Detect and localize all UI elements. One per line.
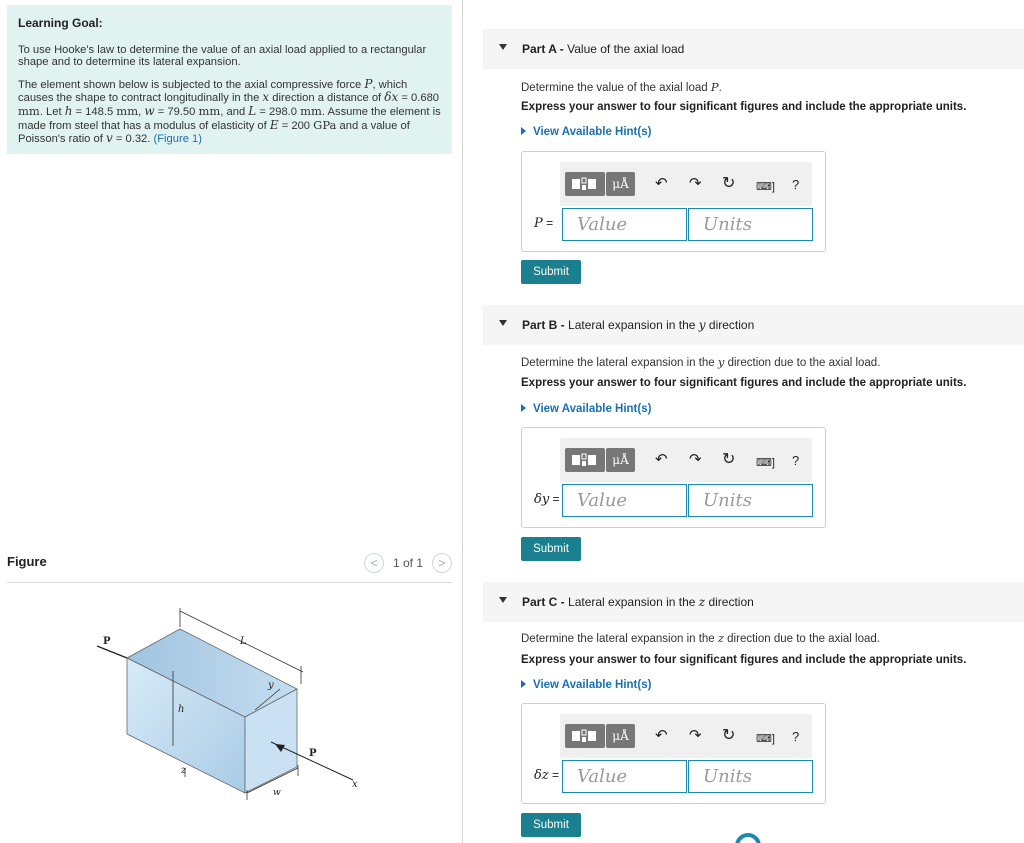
caret-right-icon xyxy=(521,680,526,688)
collapse-triangle-icon[interactable] xyxy=(499,597,507,603)
units-button[interactable]: μÅ xyxy=(606,448,635,472)
part-b-header[interactable] xyxy=(483,305,1024,345)
templates-button[interactable] xyxy=(565,172,605,196)
caret-right-icon xyxy=(521,127,526,135)
undo-arrow-icon[interactable]: ↶ xyxy=(655,175,668,192)
figure-page-count: 1 of 1 xyxy=(392,556,423,570)
learning-goal-heading: Learning Goal: xyxy=(18,16,103,30)
part-b-question: Determine the lateral expansion in the y direction due to the axial load. xyxy=(521,355,881,369)
part-b-hint-link[interactable]: View Available Hint(s) xyxy=(521,403,651,415)
previous-figure-button[interactable]: < xyxy=(364,553,384,573)
figure-label-L: L xyxy=(240,636,247,647)
units-button[interactable]: μÅ xyxy=(606,172,635,196)
part-b-answer-box xyxy=(521,427,826,528)
figure-label-x: x xyxy=(352,779,358,790)
figure-label-w: w xyxy=(273,788,281,798)
undo-arrow-icon[interactable]: ↶ xyxy=(655,727,668,744)
templates-icon xyxy=(571,728,599,744)
part-a-units-input[interactable]: Units xyxy=(688,208,813,241)
part-b-submit-button[interactable]: Submit xyxy=(521,537,581,561)
part-c-title: Part C - Lateral expansion in the z direction xyxy=(522,595,754,609)
rectangular-block-figure xyxy=(95,600,385,800)
left-panel xyxy=(0,0,463,843)
figure-title: Figure xyxy=(7,554,47,569)
caret-right-icon xyxy=(521,404,526,412)
templates-button[interactable] xyxy=(565,448,605,472)
keyboard-icon[interactable]: ⌨] xyxy=(756,733,775,745)
reset-icon[interactable]: ↻ xyxy=(722,727,736,744)
learning-goal-intro: To use Hooke's law to determine the value of an axial load applied to a rectangular shape and to determine its lateral expansion. xyxy=(18,43,427,69)
part-a-hint-link[interactable]: View Available Hint(s) xyxy=(521,126,651,138)
templates-icon xyxy=(571,176,599,192)
part-a-value-input[interactable]: Value xyxy=(562,208,687,241)
part-a-instruction: Express your answer to four significant figures and include the appropriate units. xyxy=(521,101,967,113)
math-toolbar xyxy=(560,162,812,206)
figure-pager xyxy=(364,553,452,573)
collapse-triangle-icon[interactable] xyxy=(499,320,507,326)
part-c-submit-button[interactable]: Submit xyxy=(521,813,581,837)
figure-label-h: h xyxy=(178,704,185,715)
reset-icon[interactable]: ↻ xyxy=(722,175,736,192)
figure-label-y: y xyxy=(268,680,274,691)
part-c-value-input[interactable]: Value xyxy=(562,760,687,793)
feedback-bubble-icon[interactable] xyxy=(735,833,761,843)
figure-label-P-right: P xyxy=(309,748,317,759)
redo-arrow-icon[interactable]: ↷ xyxy=(689,727,702,744)
right-panel xyxy=(483,0,1024,843)
redo-arrow-icon[interactable]: ↷ xyxy=(689,451,702,468)
part-c-question: Determine the lateral expansion in the z direction due to the axial load. xyxy=(521,631,880,645)
part-a-question: Determine the value of the axial load P. xyxy=(521,80,722,94)
part-a-answer-box xyxy=(521,151,826,252)
problem-statement: The element shown below is subjected to the axial compressive force P, which causes the shape to contract longitudinally in the x direction a distance of δx = 0.680 mm. Let h = 148.5 mm, w = 79.50 mm, and L = 298.0 mm. Assume the element is made from steel that has a modulus of elasticity of E = 200 GPa and a value of Poisson's ratio of v = 0.32. (Figure 1) xyxy=(18,76,441,146)
part-c-instruction: Express your answer to four significant figures and include the appropriate units. xyxy=(521,654,967,666)
keyboard-icon[interactable]: ⌨] xyxy=(756,181,775,193)
keyboard-icon[interactable]: ⌨] xyxy=(756,457,775,469)
part-a-title: Part A - Value of the axial load xyxy=(522,42,685,56)
figure-label-z: z xyxy=(181,765,187,776)
part-a-submit-button[interactable]: Submit xyxy=(521,260,581,284)
part-b-title: Part B - Lateral expansion in the y direction xyxy=(522,318,755,332)
part-c-answer-box xyxy=(521,703,826,804)
help-button[interactable]: ? xyxy=(792,177,800,192)
part-c-hint-link[interactable]: View Available Hint(s) xyxy=(521,679,651,691)
learning-goal-box xyxy=(7,5,452,154)
help-button[interactable]: ? xyxy=(792,729,800,744)
collapse-triangle-icon[interactable] xyxy=(499,44,507,50)
load-line-left xyxy=(97,646,127,658)
reset-icon[interactable]: ↻ xyxy=(722,451,736,468)
math-toolbar xyxy=(560,714,812,758)
units-button[interactable]: μÅ xyxy=(606,724,635,748)
help-button[interactable]: ? xyxy=(792,453,800,468)
part-b-units-input[interactable]: Units xyxy=(688,484,813,517)
part-c-variable-label: δz = xyxy=(534,768,560,783)
undo-arrow-icon[interactable]: ↶ xyxy=(655,451,668,468)
part-a-variable-label: P = xyxy=(534,216,554,231)
figure-divider xyxy=(7,582,452,583)
templates-icon xyxy=(571,452,599,468)
redo-arrow-icon[interactable]: ↷ xyxy=(689,175,702,192)
math-toolbar xyxy=(560,438,812,482)
part-b-instruction: Express your answer to four significant figures and include the appropriate units. xyxy=(521,377,967,389)
part-b-variable-label: δy = xyxy=(534,492,560,507)
figure-link[interactable]: (Figure 1) xyxy=(153,133,202,146)
part-a-header[interactable] xyxy=(483,29,1024,69)
part-c-units-input[interactable]: Units xyxy=(688,760,813,793)
part-c-header[interactable] xyxy=(483,582,1024,622)
templates-button[interactable] xyxy=(565,724,605,748)
next-figure-button[interactable]: > xyxy=(432,553,452,573)
part-b-value-input[interactable]: Value xyxy=(562,484,687,517)
figure-label-P-left: P xyxy=(103,636,111,647)
figure-header xyxy=(7,553,452,575)
